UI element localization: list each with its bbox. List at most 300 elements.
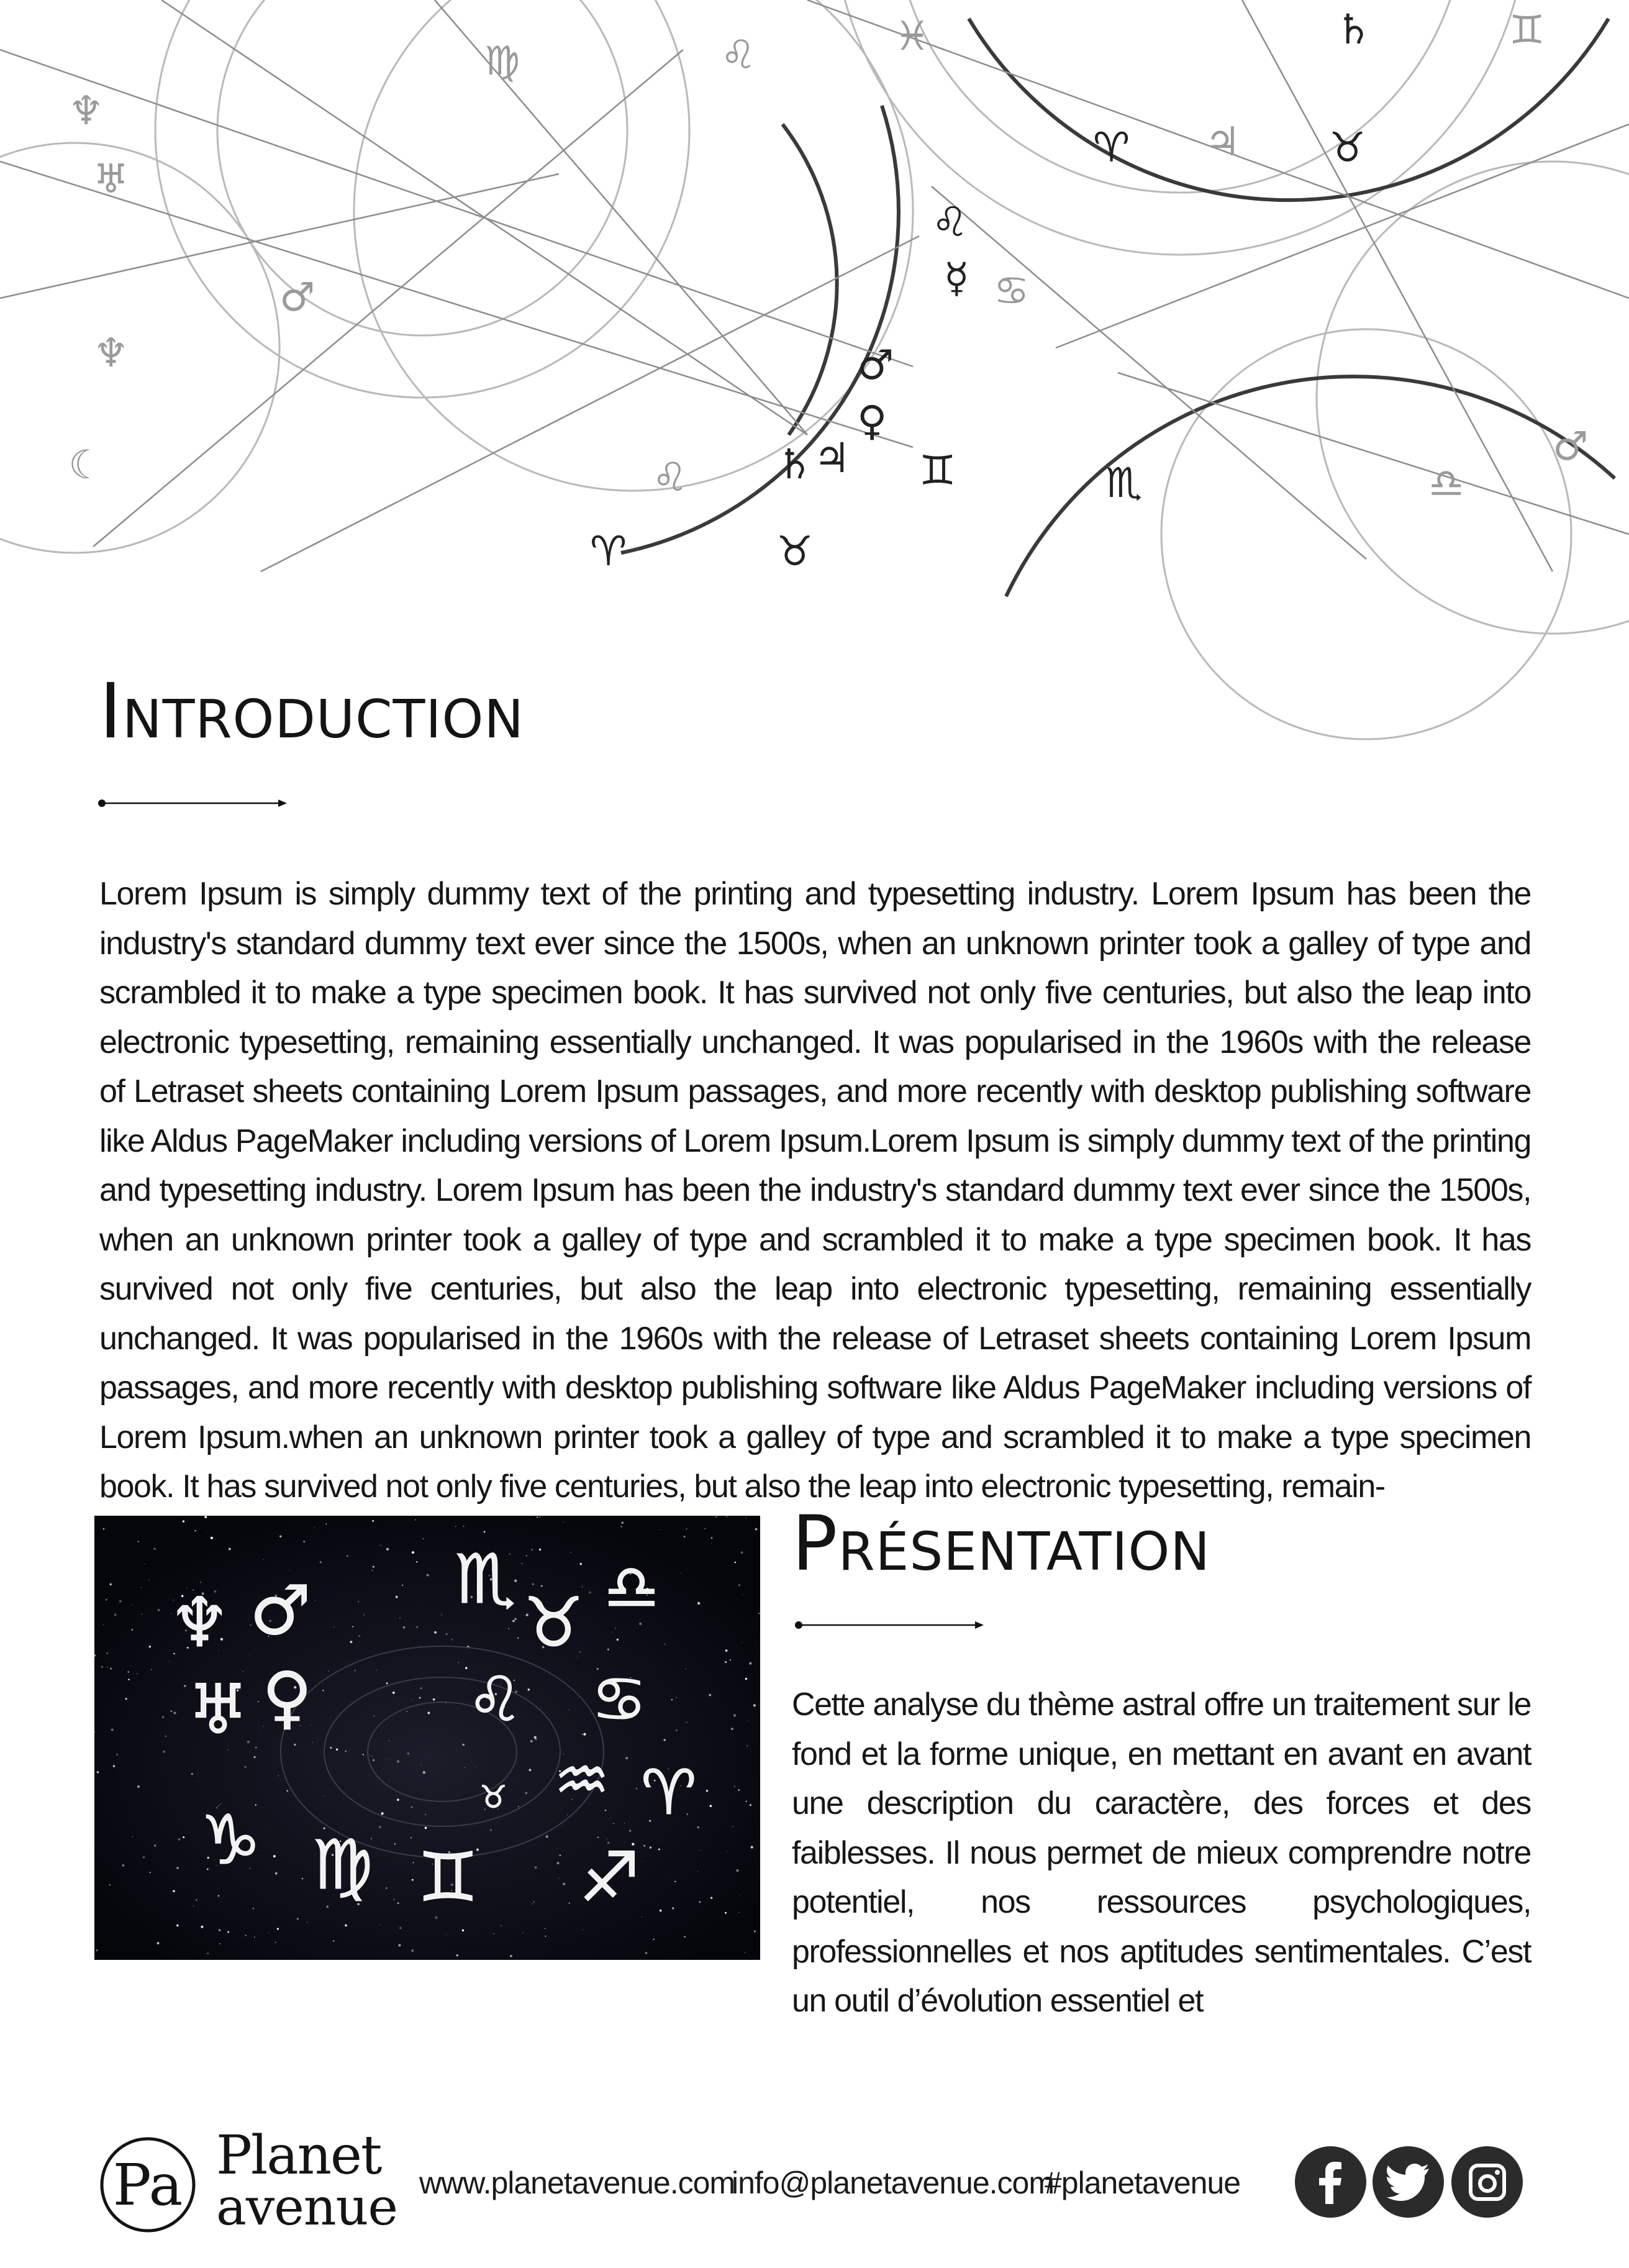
star <box>525 1792 527 1794</box>
introduction-title: Introduction <box>99 667 524 755</box>
arrow-divider-icon <box>794 1619 986 1631</box>
star <box>620 1526 622 1528</box>
star <box>153 1547 156 1550</box>
svg-text:♅: ♅ <box>188 1670 249 1749</box>
star <box>277 1928 279 1930</box>
facebook-button[interactable] <box>1295 2146 1366 2218</box>
star <box>137 1673 138 1674</box>
svg-text:♄: ♄ <box>776 440 814 488</box>
star <box>111 1729 114 1731</box>
star <box>399 1618 401 1619</box>
star <box>173 1711 176 1714</box>
star <box>132 1836 133 1837</box>
star <box>697 1826 699 1829</box>
star <box>271 1940 272 1941</box>
star <box>194 1530 196 1532</box>
star <box>176 1867 179 1869</box>
svg-text:♏: ♏ <box>1105 459 1143 507</box>
star <box>393 1899 394 1900</box>
star <box>528 1688 530 1691</box>
star <box>157 1942 160 1944</box>
star <box>141 1587 142 1588</box>
star <box>706 1790 709 1792</box>
star <box>103 1624 104 1625</box>
star <box>350 1641 353 1643</box>
presentation-paragraph: Cette analyse du thème astral offre un traitement sur le fond et la forme unique, en mettant en avant en avant une description du caractère, des forces et des faiblesses. Il nous permet de mieux comprendre notre potentiel, nos ressources psychologiques, professionnelles et nos aptitudes sentimentales. C’est un outil d’évolution essentiel et <box>792 1687 1531 2019</box>
star <box>269 1831 270 1832</box>
star <box>145 1906 146 1907</box>
star <box>103 1528 104 1529</box>
star <box>546 1835 548 1838</box>
star <box>162 1716 165 1718</box>
star <box>402 1585 404 1587</box>
star <box>658 1849 660 1851</box>
svg-text:♀: ♀ <box>857 397 887 445</box>
star <box>581 1734 583 1735</box>
star <box>433 1698 435 1701</box>
star <box>96 1949 98 1951</box>
star <box>386 1548 389 1551</box>
svg-text:♃: ♃ <box>814 434 851 482</box>
star <box>363 1614 365 1616</box>
star <box>710 1897 713 1899</box>
star <box>219 1943 220 1944</box>
star <box>754 1931 756 1933</box>
star <box>642 1861 643 1862</box>
logo-word-planet: Planet <box>216 2125 381 2187</box>
star <box>730 1659 731 1660</box>
star <box>158 1609 160 1611</box>
star <box>725 1661 727 1663</box>
logo-mark-text: Pa <box>112 2152 183 2218</box>
star <box>207 1953 209 1954</box>
star <box>398 1944 401 1947</box>
svg-text:♂: ♂ <box>1553 424 1589 470</box>
star <box>749 1662 751 1665</box>
svg-text:♌: ♌ <box>652 455 688 501</box>
svg-text:☾: ☾ <box>68 442 104 488</box>
star <box>650 1847 651 1849</box>
hashtag-link[interactable]: #planetavenue <box>1045 2166 1241 2200</box>
star <box>352 1626 353 1628</box>
star <box>132 1629 134 1631</box>
star <box>406 1711 407 1712</box>
star <box>726 1516 727 1517</box>
svg-text:♂: ♂ <box>279 275 315 321</box>
star <box>427 1712 430 1715</box>
star <box>733 1714 736 1716</box>
instagram-button[interactable] <box>1451 2146 1523 2218</box>
svg-text:♏: ♏ <box>455 1539 516 1619</box>
star <box>320 1561 322 1563</box>
star <box>183 1520 184 1522</box>
star <box>191 1773 193 1775</box>
star <box>636 1788 638 1790</box>
star <box>683 1536 685 1537</box>
star <box>427 1574 429 1577</box>
star <box>218 1895 220 1897</box>
star <box>731 1728 733 1730</box>
star <box>326 1906 328 1908</box>
star <box>613 1823 614 1824</box>
star <box>434 1631 437 1634</box>
svg-text:♍: ♍ <box>312 1825 373 1905</box>
star <box>533 1901 535 1903</box>
star <box>570 1552 571 1553</box>
star <box>122 1864 124 1867</box>
star <box>463 1526 465 1527</box>
svg-text:♑: ♑ <box>200 1800 261 1880</box>
star <box>653 1939 655 1940</box>
star <box>373 1566 374 1568</box>
star <box>458 1662 459 1663</box>
svg-text:♉: ♉ <box>479 1779 507 1815</box>
star <box>734 1786 735 1787</box>
star <box>589 1592 591 1593</box>
star <box>294 1744 296 1746</box>
star <box>490 1829 492 1831</box>
star <box>535 1738 537 1740</box>
star <box>258 1701 259 1702</box>
star <box>699 1901 701 1903</box>
star <box>358 1601 359 1602</box>
star <box>624 1823 625 1824</box>
star <box>178 1838 180 1841</box>
star <box>559 1878 560 1879</box>
svg-text:♓: ♓ <box>894 14 930 60</box>
star <box>512 1620 515 1623</box>
star <box>446 1633 448 1635</box>
star <box>229 1548 231 1551</box>
star <box>697 1871 698 1872</box>
star <box>254 1936 255 1938</box>
star <box>518 1806 519 1807</box>
star <box>455 1526 456 1527</box>
star <box>732 1826 733 1828</box>
star <box>110 1583 112 1585</box>
star <box>397 1902 399 1904</box>
star <box>245 1935 247 1936</box>
star <box>330 1747 332 1749</box>
star <box>173 1890 175 1892</box>
star <box>151 1669 152 1670</box>
star <box>184 1685 186 1687</box>
star <box>302 1878 303 1879</box>
star <box>253 1908 255 1910</box>
star <box>165 1736 166 1737</box>
star <box>529 1769 531 1771</box>
star <box>201 1926 203 1928</box>
star <box>532 1903 533 1905</box>
star <box>685 1668 686 1669</box>
star <box>699 1850 700 1851</box>
svg-text:☿: ☿ <box>944 254 969 302</box>
star <box>275 1942 276 1943</box>
star <box>684 1936 686 1938</box>
star <box>204 1516 207 1518</box>
star <box>411 1949 414 1952</box>
star <box>183 1836 184 1838</box>
star <box>125 1698 127 1700</box>
star <box>539 1549 541 1551</box>
star <box>325 1523 327 1524</box>
star <box>535 1866 537 1869</box>
star <box>253 1756 255 1758</box>
twitter-button[interactable] <box>1373 2146 1444 2218</box>
star <box>423 1538 424 1539</box>
star <box>116 1754 118 1756</box>
star <box>423 1771 425 1774</box>
star <box>328 1671 329 1672</box>
star <box>363 1754 364 1756</box>
star <box>563 1522 564 1523</box>
svg-text:♌: ♌ <box>932 198 969 246</box>
star <box>128 1679 129 1680</box>
email-link[interactable]: info@planetavenue.com <box>732 2166 1054 2200</box>
star <box>484 1531 486 1532</box>
star <box>526 1555 527 1556</box>
star <box>373 1716 374 1717</box>
star <box>219 1929 220 1931</box>
star <box>420 1688 422 1689</box>
star <box>196 1900 197 1901</box>
star <box>446 1934 447 1935</box>
svg-text:♊: ♊ <box>417 1838 479 1917</box>
star <box>109 1884 111 1885</box>
star <box>290 1959 291 1960</box>
star <box>416 1561 417 1562</box>
star <box>741 1551 743 1554</box>
star <box>333 1941 334 1942</box>
svg-text:♋: ♋ <box>591 1663 647 1736</box>
svg-text:♄: ♄ <box>1335 6 1373 53</box>
star <box>197 1781 198 1782</box>
star <box>697 1602 700 1605</box>
star <box>114 1614 117 1616</box>
star <box>510 1955 512 1957</box>
star <box>745 1801 747 1803</box>
star <box>508 1628 509 1629</box>
star <box>425 1827 427 1829</box>
star <box>396 1596 398 1598</box>
star <box>738 1584 740 1586</box>
star <box>672 1907 674 1909</box>
star <box>735 1562 737 1564</box>
star <box>119 1600 122 1603</box>
star <box>583 1733 586 1736</box>
star <box>279 1536 282 1538</box>
star <box>101 1666 103 1668</box>
star <box>537 1516 538 1518</box>
svg-text:♉: ♉ <box>523 1583 584 1662</box>
svg-text:♊: ♊ <box>919 447 956 494</box>
star <box>736 1869 738 1872</box>
star <box>755 1528 758 1531</box>
star <box>412 1879 414 1881</box>
star <box>372 1570 373 1572</box>
website-link[interactable]: www.planetavenue.com <box>419 2166 735 2200</box>
star <box>275 1872 278 1875</box>
star <box>420 1764 421 1765</box>
star <box>403 1626 406 1629</box>
star <box>106 1599 107 1601</box>
star <box>373 1759 374 1761</box>
svg-text:♃: ♃ <box>1205 119 1241 165</box>
star <box>709 1694 711 1696</box>
star <box>750 1804 751 1806</box>
star <box>540 1516 541 1518</box>
star <box>386 1887 387 1888</box>
svg-text:♉: ♉ <box>1329 124 1366 171</box>
star <box>303 1541 305 1542</box>
star <box>563 1883 565 1885</box>
star <box>322 1690 324 1692</box>
star <box>493 1933 494 1934</box>
svg-text:♊: ♊ <box>1509 7 1545 53</box>
star <box>154 1844 156 1846</box>
arrow-divider-icon <box>97 797 289 809</box>
star <box>399 1927 401 1929</box>
star <box>521 1563 522 1564</box>
star <box>286 1790 288 1792</box>
star <box>412 1551 414 1554</box>
star <box>676 1729 678 1731</box>
svg-text:♈: ♈ <box>641 1756 697 1829</box>
star <box>389 1759 390 1760</box>
star <box>569 1902 570 1903</box>
star <box>738 1789 740 1791</box>
svg-text:♂: ♂ <box>857 341 894 389</box>
star <box>751 1846 753 1849</box>
star <box>569 1709 570 1710</box>
star <box>345 1924 347 1927</box>
star <box>411 1838 412 1839</box>
star <box>419 1697 421 1699</box>
star <box>676 1697 677 1698</box>
star <box>607 1649 609 1651</box>
star <box>545 1936 546 1937</box>
star <box>273 1855 276 1857</box>
star <box>557 1862 560 1864</box>
star <box>745 1952 746 1953</box>
star <box>579 1563 582 1565</box>
star <box>94 1654 96 1656</box>
star <box>97 1771 99 1774</box>
star <box>380 1545 381 1546</box>
star <box>397 1760 399 1763</box>
star <box>372 1520 374 1522</box>
svg-text:♌: ♌ <box>467 1663 523 1736</box>
star <box>163 1751 165 1753</box>
introduction-paragraph: Lorem Ipsum is simply dummy text of the printing and typesetting industry. Lorem Ipsum has been the industry's standard dummy text ever since the 1500s, when an unknown printer took a galley of type and scrambled it to make a type specimen book. It has survived not only five centuries, but also the leap into electronic typesetting, remaining essentially unchanged. It was popularised in the 1960s with the release of Letraset sheets containing Lorem Ipsum passages, and more recently with desktop publishing software like Aldus PageMaker including versions of Lorem Ipsum.Lorem Ipsum is simply dummy text of the printing and typesetting industry. Lorem Ipsum has been the industry's standard dummy text ever since the 1500s, when an unknown printer took a galley of type and scrambled it to make a type specimen book. It has survived not only five centuries, but also the leap into electronic typesetting, remaining essentially unchanged. It was popularised in the 1960s with the release of Letraset sheets containing Lorem Ipsum passages, and more recently with desktop publishing software like Aldus PageMaker including versions of Lorem Ipsum.when an unknown printer took a galley of type and scrambled it to make a type specimen book. It has survived not only five centuries, but also the leap into electronic typesetting, remain- <box>99 876 1531 1505</box>
star <box>462 1929 464 1931</box>
star <box>643 1845 645 1847</box>
star <box>629 1830 631 1832</box>
star <box>113 1765 115 1767</box>
star <box>227 1749 229 1751</box>
star <box>710 1537 712 1539</box>
star <box>393 1692 395 1694</box>
star <box>148 1646 151 1648</box>
star <box>380 1924 381 1925</box>
star <box>625 1757 628 1759</box>
star <box>227 1931 229 1933</box>
star <box>532 1549 533 1551</box>
svg-text:♆: ♆ <box>169 1583 230 1662</box>
star <box>617 1639 619 1641</box>
instagram-icon <box>1468 2163 1507 2202</box>
svg-text:♈: ♈ <box>1093 124 1130 171</box>
star <box>715 1516 717 1518</box>
astro-chart-banner <box>0 0 1629 581</box>
facebook-icon <box>1312 2161 1350 2204</box>
svg-text:♒: ♒ <box>554 1744 610 1816</box>
star <box>671 1699 673 1700</box>
star <box>660 1910 662 1912</box>
star <box>259 1730 260 1731</box>
svg-text:♉: ♉ <box>776 527 814 575</box>
star <box>560 1855 561 1857</box>
footer <box>0 2112 1629 2236</box>
star <box>397 1799 399 1801</box>
zodiac-starfield <box>94 1516 760 1960</box>
star <box>745 1678 747 1680</box>
svg-text:♎: ♎ <box>604 1551 660 1624</box>
star <box>386 1682 388 1684</box>
star <box>176 1924 178 1926</box>
star <box>451 1639 452 1640</box>
svg-text:♋: ♋ <box>994 268 1030 314</box>
star <box>725 1649 728 1652</box>
star <box>462 1744 465 1746</box>
star <box>245 1766 247 1768</box>
star <box>110 1668 112 1670</box>
svg-text:♅: ♅ <box>93 157 129 203</box>
star <box>738 1912 740 1913</box>
star <box>371 1756 373 1757</box>
star <box>441 1614 442 1615</box>
star <box>106 1652 108 1654</box>
star <box>725 1912 727 1914</box>
star <box>746 1745 748 1746</box>
star <box>94 1731 95 1733</box>
star <box>345 1751 347 1752</box>
star <box>753 1704 756 1706</box>
star <box>704 1528 706 1529</box>
star <box>307 1922 308 1923</box>
star <box>150 1872 151 1873</box>
star <box>456 1954 458 1956</box>
svg-text:♌: ♌ <box>720 32 756 78</box>
star <box>336 1749 338 1751</box>
star <box>394 1843 396 1844</box>
star <box>137 1785 140 1788</box>
star <box>645 1952 648 1954</box>
planet-avenue-logo[interactable] <box>98 2125 397 2239</box>
svg-text:♂: ♂ <box>250 1570 311 1650</box>
star <box>379 1826 381 1828</box>
star <box>347 1555 348 1557</box>
svg-text:♈: ♈ <box>590 527 627 575</box>
star <box>278 1775 279 1776</box>
star <box>530 1740 533 1742</box>
astro-chart-illustration <box>0 0 1629 581</box>
star <box>334 1626 335 1628</box>
star <box>758 1613 760 1614</box>
star <box>128 1671 129 1672</box>
star <box>413 1862 414 1863</box>
star <box>143 1856 145 1858</box>
